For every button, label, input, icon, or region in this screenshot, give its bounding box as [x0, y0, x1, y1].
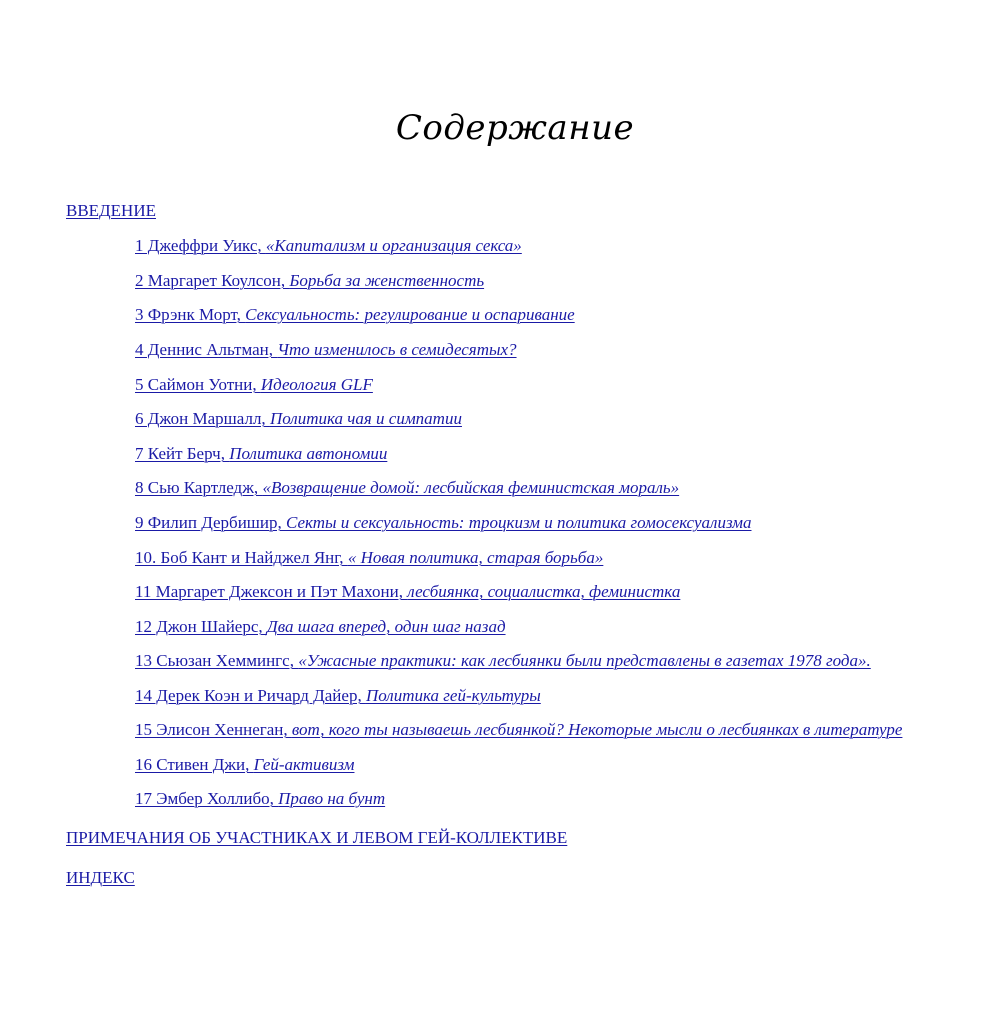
- chapter-title: « Новая политика, старая борьба»: [347, 548, 604, 567]
- toc-link-chapter-11[interactable]: [135, 582, 680, 602]
- toc-link-chapter-1[interactable]: [135, 236, 522, 256]
- chapter-author: 5 Саймон Уотни,: [135, 375, 261, 394]
- page-title: Содержание: [395, 108, 635, 148]
- chapter-author: 13 Сьюзан Хеммингс,: [135, 651, 299, 670]
- toc-link-introduction[interactable]: ВВЕДЕНИЕ: [66, 201, 156, 220]
- chapter-title: «Капитализм и организация секса»: [265, 236, 522, 255]
- chapter-author: 9 Филип Дербишир,: [135, 513, 286, 532]
- chapter-author: 8 Сью Картледж,: [135, 478, 263, 497]
- toc-link-chapter-9[interactable]: [135, 513, 752, 533]
- chapter-title: Политика чая и симпатии: [269, 409, 462, 428]
- chapter-author: 1 Джеффри Уикс,: [135, 236, 266, 255]
- toc-link-chapter-17[interactable]: [135, 789, 385, 809]
- chapter-author: 17 Эмбер Холлибо,: [135, 789, 279, 808]
- chapter-title: вот, кого ты называешь лесбиянкой? Некоторые мысли о лесбиянках в литературе: [291, 720, 903, 739]
- chapter-title: Секты и сексуальность: троцкизм и политика гомосексуализма: [286, 513, 752, 532]
- chapter-author: 6 Джон Маршалл,: [135, 409, 270, 428]
- chapter-title: Право на бунт: [278, 789, 386, 808]
- chapter-title: Сексуальность: регулирование и оспаривание: [245, 305, 575, 324]
- chapter-author: 11 Маргарет Джексон и Пэт Махони,: [135, 582, 408, 601]
- toc-link-notes[interactable]: ПРИМЕЧАНИЯ ОБ УЧАСТНИКАХ И ЛЕВОМ ГЕЙ-КОЛЛЕКТИВЕ: [66, 828, 568, 847]
- toc-link-chapter-6[interactable]: [135, 409, 462, 429]
- chapter-author: 4 Деннис Альтман,: [135, 340, 278, 359]
- toc-link-chapter-10[interactable]: [135, 548, 603, 568]
- toc-link-chapter-15[interactable]: [135, 720, 902, 740]
- toc-link-chapter-4[interactable]: [135, 340, 517, 360]
- toc-link-chapter-3[interactable]: [135, 305, 575, 325]
- chapter-author: 15 Элисон Хеннеган,: [135, 720, 292, 739]
- toc-link-chapter-13[interactable]: [135, 651, 871, 671]
- chapter-title: Два шага вперед, один шаг назад: [266, 617, 506, 636]
- chapter-title: «Возвращение домой: лесбийская феминистская мораль»: [262, 478, 680, 497]
- chapter-author: 14 Дерек Коэн и Ричард Дайер,: [135, 686, 366, 705]
- chapter-title: лесбиянка, социалистка, феминистка: [407, 582, 681, 601]
- chapter-title: Гей-активизм: [253, 755, 355, 774]
- chapter-title: Идеология GLF: [260, 375, 373, 394]
- chapter-title: Политика автономии: [229, 444, 388, 463]
- chapter-author: 12 Джон Шайерс,: [135, 617, 267, 636]
- toc-link-chapter-16[interactable]: [135, 755, 354, 775]
- toc-link-chapter-8[interactable]: [135, 478, 679, 498]
- toc-link-chapter-14[interactable]: [135, 686, 541, 706]
- chapter-author: 3 Фрэнк Морт,: [135, 305, 246, 324]
- toc-link-chapter-5[interactable]: [135, 375, 373, 395]
- toc-link-chapter-7[interactable]: [135, 444, 387, 464]
- chapter-author: 10. Боб Кант и Найджел Янг,: [135, 548, 348, 567]
- chapter-author: 16 Стивен Джи,: [135, 755, 254, 774]
- chapter-title: Что изменилось в семидесятых?: [277, 340, 517, 359]
- chapter-author: 2 Маргарет Коулсон,: [135, 271, 290, 290]
- chapter-title: «Ужасные практики: как лесбиянки были представлены в газетах 1978 года».: [298, 651, 871, 670]
- toc-link-chapter-12[interactable]: [135, 617, 506, 637]
- chapter-title: Борьба за женственность: [289, 271, 485, 290]
- chapter-author: 7 Кейт Берч,: [135, 444, 230, 463]
- chapter-title: Политика гей-культуры: [365, 686, 541, 705]
- toc-link-index[interactable]: ИНДЕКС: [66, 868, 135, 887]
- toc-link-chapter-2[interactable]: [135, 271, 484, 291]
